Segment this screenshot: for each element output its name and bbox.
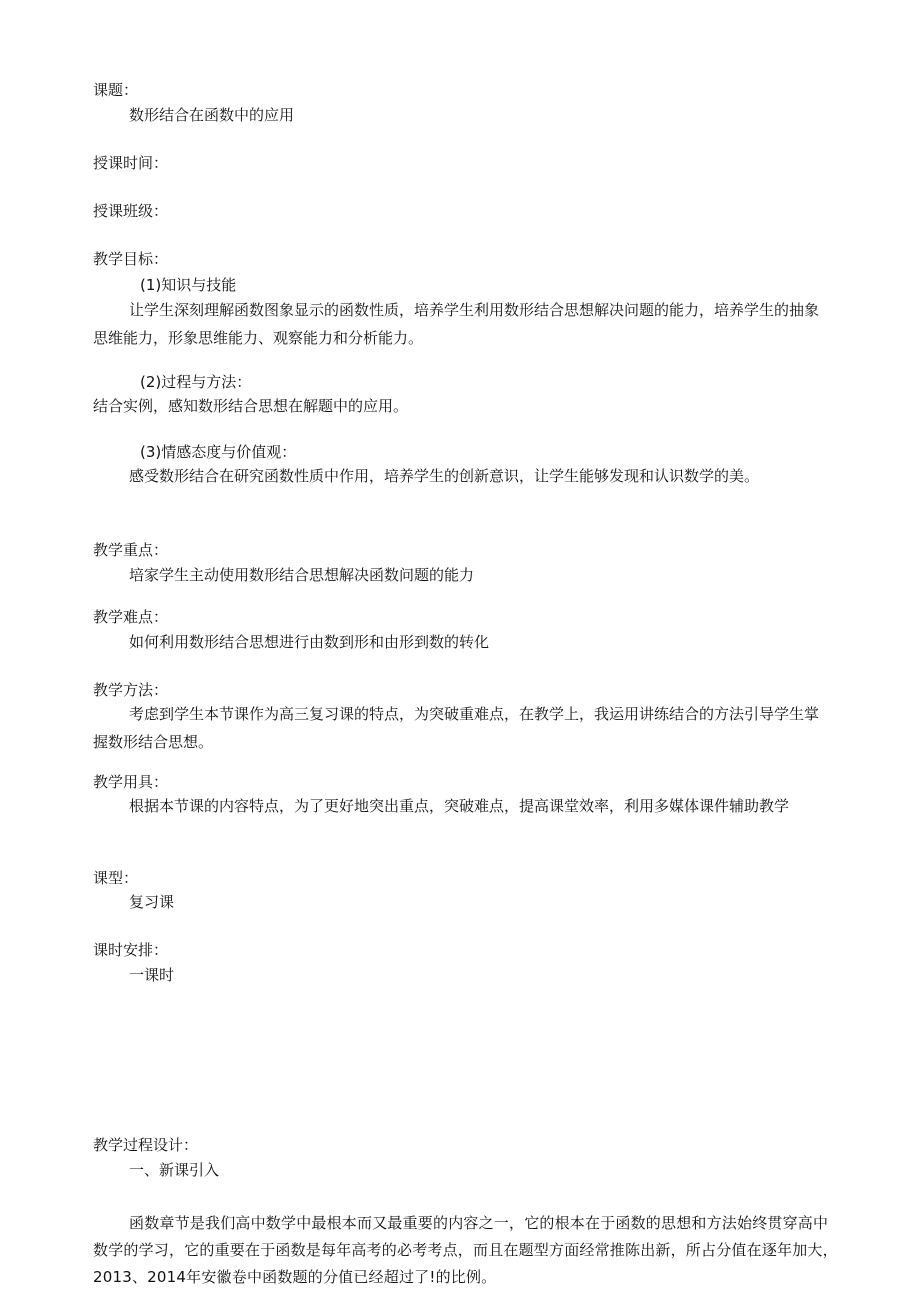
goal-2-text: 结合实例，感知数形结合思想在解题中的应用。 [93, 397, 409, 415]
tools-value: 根据本节课的内容特点，为了更好地突出重点，突破难点，提高课堂效率，利用多媒体课件辅助教学 [129, 797, 790, 815]
key-label: 教学重点： [93, 541, 169, 559]
intro-paragraph: 函数章节是我们高中数学中最根本而又最重要的内容之一，它的根本在于函数的思想和方法始终贯穿高中数学的学习，它的重要在于函数是每年高考的必考考点，而且在题型方面经常推陈出新，所占分值在逐年加大，2013、2014年安徽卷中函数题的分值已经超过了!的比例。 [93, 1214, 838, 1286]
process-label: 教学过程设计： [93, 1136, 199, 1154]
goal-3-text: 感受数形结合在研究函数性质中作用，培养学生的创新意识，让学生能够发现和认识数学的美。 [129, 467, 760, 485]
difficult-value: 如何利用数形结合思想进行由数到形和由形到数的转化 [129, 633, 490, 651]
goals-label: 教学目标： [93, 250, 169, 268]
class-label: 授课班级： [93, 202, 169, 220]
schedule-label: 课时安排： [93, 941, 169, 959]
goal-3-heading: (3)情感态度与价值观： [140, 443, 297, 461]
time-label: 授课时间： [93, 154, 169, 172]
goal-2-heading: (2)过程与方法： [140, 373, 252, 391]
type-label: 课型： [93, 869, 139, 887]
schedule-value: 一课时 [129, 966, 175, 984]
type-value: 复习课 [129, 893, 175, 911]
key-value: 培家学生主动使用数形结合思想解决函数问题的能力 [129, 566, 475, 584]
method-value: 考虑到学生本节课作为高三复习课的特点，为突破重难点，在教学上，我运用讲练结合的方法引导学生掌握数形结合思想。 [93, 705, 820, 751]
goal-1-heading: (1)知识与技能 [140, 276, 237, 294]
difficult-label: 教学难点： [93, 608, 169, 626]
topic-label: 课题： [93, 81, 139, 99]
goal-1-text: 让学生深刻理解函数图象显示的函数性质，培养学生利用数形结合思想解决问题的能力，培养学生的抽象思维能力，形象思维能力、观察能力和分析能力。 [93, 301, 820, 347]
method-label: 教学方法： [93, 681, 169, 699]
section-1-heading: 一、新课引入 [129, 1161, 220, 1179]
topic-value: 数形结合在函数中的应用 [129, 106, 295, 124]
tools-label: 教学用具： [93, 773, 169, 791]
